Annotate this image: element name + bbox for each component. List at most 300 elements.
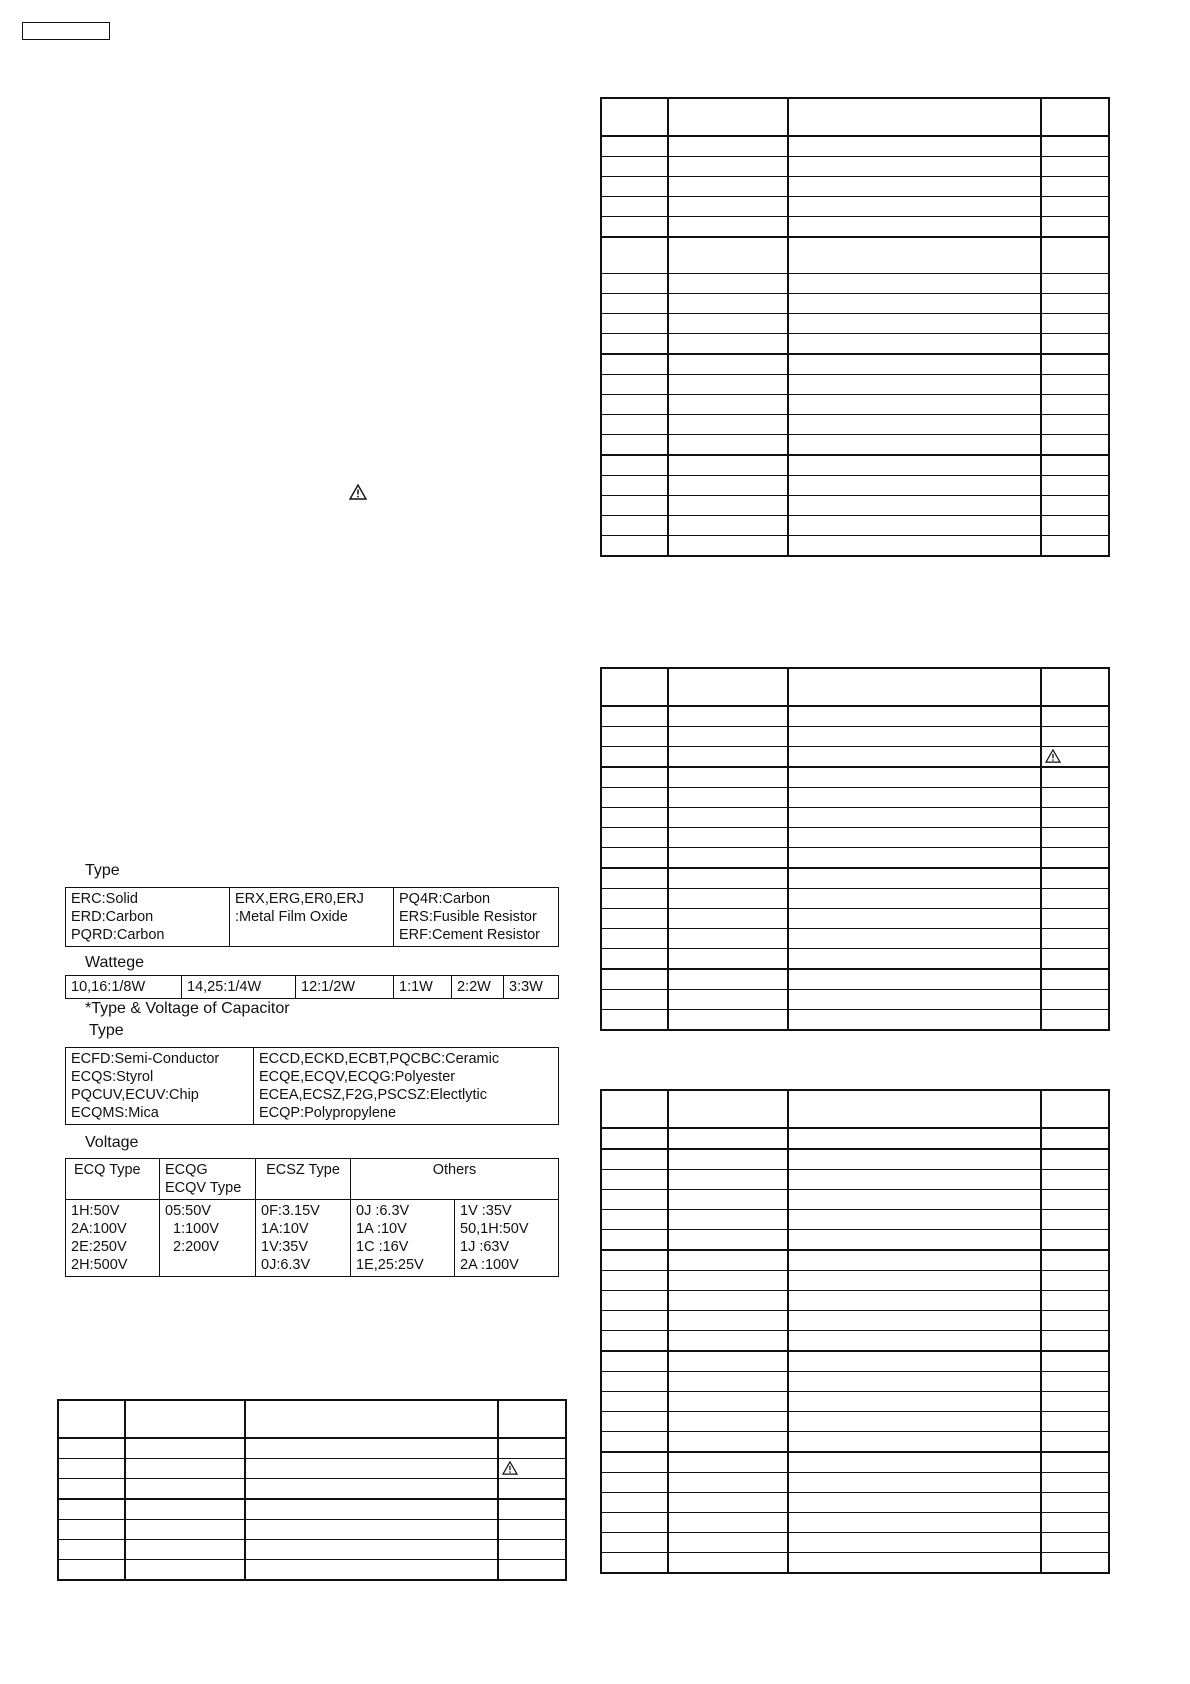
legend-text: 50,1H:50V <box>460 1221 529 1237</box>
grid-cell <box>668 1351 788 1372</box>
grid-cell <box>601 889 668 909</box>
grid-cell <box>788 1331 1041 1352</box>
grid-cell <box>58 1560 125 1581</box>
legend-text: ECQG <box>165 1162 208 1178</box>
wattage-cell: 12:1/2W <box>296 976 394 999</box>
grid-row <box>601 516 1109 536</box>
grid-cell <box>601 415 668 435</box>
grid-cell <box>1041 1432 1109 1453</box>
grid-cell <box>601 237 668 274</box>
legend-text: 1E,25:25V <box>356 1257 424 1273</box>
grid-cell <box>788 354 1041 375</box>
grid-cell <box>788 1250 1041 1271</box>
grid-cell <box>601 496 668 516</box>
grid-cell <box>788 990 1041 1010</box>
grid-cell <box>668 1392 788 1412</box>
grid-cell <box>788 788 1041 808</box>
parts-list-grid-top-right <box>600 97 1110 557</box>
grid-cell <box>601 1493 668 1513</box>
grid-cell <box>788 536 1041 557</box>
grid-cell <box>601 788 668 808</box>
grid-cell <box>1041 990 1109 1010</box>
grid-cell <box>601 1412 668 1432</box>
voltage-cell <box>455 1200 559 1277</box>
grid-row <box>601 1291 1109 1311</box>
grid-cell <box>668 1473 788 1493</box>
grid-cell <box>601 1452 668 1473</box>
grid-cell <box>668 1210 788 1230</box>
grid-cell <box>788 969 1041 990</box>
grid-cell <box>125 1499 245 1520</box>
grid-cell <box>1041 177 1109 197</box>
grid-cell <box>668 1149 788 1170</box>
grid-row <box>601 848 1109 869</box>
grid-cell <box>668 314 788 334</box>
grid-cell <box>58 1520 125 1540</box>
grid-cell <box>601 848 668 869</box>
grid-cell <box>498 1479 566 1500</box>
legend-text: 2:200V <box>173 1239 219 1255</box>
grid-cell <box>125 1479 245 1500</box>
grid-cell <box>788 375 1041 395</box>
grid-cell <box>1041 828 1109 848</box>
grid-cell <box>601 334 668 355</box>
voltage-cell <box>66 1200 160 1277</box>
grid-row <box>601 496 1109 516</box>
legend-text: 2A:100V <box>71 1221 127 1237</box>
grid-cell <box>601 1250 668 1271</box>
grid-row <box>601 1170 1109 1190</box>
grid-cell <box>601 1170 668 1190</box>
resistor-type-table <box>65 887 559 947</box>
grid-row <box>601 727 1109 747</box>
grid-cell <box>788 848 1041 869</box>
legend-text: ECCD,ECKD,ECBT,PQCBC:Ceramic <box>259 1051 500 1067</box>
grid-cell <box>1041 516 1109 536</box>
grid-cell <box>1041 1513 1109 1533</box>
grid-cell <box>601 969 668 990</box>
grid-cell <box>668 668 788 706</box>
resistor-type-label: Type <box>85 862 120 879</box>
grid-cell <box>601 294 668 314</box>
grid-row <box>601 1010 1109 1031</box>
grid-cell <box>1041 314 1109 334</box>
grid-cell <box>601 929 668 949</box>
grid-cell <box>668 1170 788 1190</box>
grid-row <box>601 476 1109 496</box>
grid-cell <box>125 1540 245 1560</box>
voltage-header-cell: ECSZ Type <box>256 1159 351 1200</box>
grid-cell <box>601 767 668 788</box>
legend-text: 1V:35V <box>261 1239 309 1255</box>
grid-cell <box>601 217 668 238</box>
grid-cell <box>668 1271 788 1291</box>
legend-text: ERS:Fusible Resistor <box>399 909 537 925</box>
grid-cell <box>1041 1311 1109 1331</box>
grid-cell <box>245 1499 498 1520</box>
legend-text: PQRD:Carbon <box>71 927 165 943</box>
legend-text: ECQS:Styrol <box>71 1069 154 1085</box>
grid-row <box>58 1560 566 1581</box>
grid-cell <box>788 1513 1041 1533</box>
grid-cell <box>498 1540 566 1560</box>
grid-cell <box>601 354 668 375</box>
grid-cell <box>668 98 788 136</box>
grid-cell <box>1041 767 1109 788</box>
grid-cell <box>668 237 788 274</box>
grid-cell <box>788 516 1041 536</box>
capacitor-type-label: Type <box>89 1022 124 1039</box>
grid-cell <box>58 1479 125 1500</box>
grid-row <box>601 217 1109 238</box>
grid-cell <box>601 668 668 706</box>
grid-cell <box>668 415 788 435</box>
grid-cell <box>601 1271 668 1291</box>
voltage-header-cell: ECQ Type <box>66 1159 160 1200</box>
grid-cell <box>601 435 668 456</box>
grid-cell <box>788 334 1041 355</box>
grid-cell <box>788 395 1041 415</box>
legend-text: PQCUV,ECUV:Chip <box>71 1087 199 1103</box>
grid-cell <box>601 1010 668 1031</box>
grid-cell <box>668 909 788 929</box>
grid-cell <box>601 1372 668 1392</box>
wattage-cell: 2:2W <box>452 976 504 999</box>
grid-row <box>601 1553 1109 1574</box>
grid-cell <box>1041 1271 1109 1291</box>
legend-text: 0J:6.3V <box>261 1257 311 1273</box>
grid-cell <box>668 435 788 456</box>
grid-cell <box>601 909 668 929</box>
grid-cell <box>601 395 668 415</box>
grid-cell <box>1041 435 1109 456</box>
parts-list-grid-middle-right <box>600 667 1110 1031</box>
grid-cell <box>1041 334 1109 355</box>
grid-cell <box>788 828 1041 848</box>
grid-cell <box>668 1533 788 1553</box>
legend-text: 1A :10V <box>356 1221 407 1237</box>
wattage-cell: 14,25:1/4W <box>182 976 296 999</box>
grid-cell <box>1041 237 1109 274</box>
grid-cell <box>788 294 1041 314</box>
grid-cell <box>668 868 788 889</box>
grid-row <box>601 354 1109 375</box>
grid-row <box>601 1351 1109 1372</box>
grid-cell <box>1041 395 1109 415</box>
grid-cell <box>788 1533 1041 1553</box>
grid-cell <box>601 1190 668 1210</box>
grid-cell <box>788 157 1041 177</box>
legend-text: 2E:250V <box>71 1239 127 1255</box>
capacitor-type-cell <box>254 1048 559 1125</box>
grid-cell <box>788 1372 1041 1392</box>
grid-cell <box>668 929 788 949</box>
grid-row <box>601 767 1109 788</box>
grid-cell <box>601 1351 668 1372</box>
grid-header-row <box>601 1090 1109 1128</box>
grid-cell <box>245 1540 498 1560</box>
grid-cell <box>601 1149 668 1170</box>
grid-cell <box>668 536 788 557</box>
grid-cell <box>668 727 788 747</box>
grid-cell <box>601 1210 668 1230</box>
grid-cell <box>668 747 788 768</box>
grid-row <box>601 1412 1109 1432</box>
grid-cell <box>788 1493 1041 1513</box>
grid-cell <box>668 197 788 217</box>
legend-text: ECQE,ECQV,ECQG:Polyester <box>259 1069 456 1085</box>
grid-cell <box>788 889 1041 909</box>
legend-text: ERC:Solid <box>71 891 138 907</box>
grid-row <box>601 1271 1109 1291</box>
grid-row <box>601 294 1109 314</box>
grid-cell <box>788 455 1041 476</box>
grid-row <box>601 1432 1109 1453</box>
grid-cell <box>1041 1351 1109 1372</box>
grid-cell <box>125 1520 245 1540</box>
grid-cell <box>668 1190 788 1210</box>
grid-row <box>601 1392 1109 1412</box>
grid-row <box>601 1210 1109 1230</box>
grid-row <box>601 706 1109 727</box>
grid-row <box>601 828 1109 848</box>
grid-row <box>601 237 1109 274</box>
grid-cell <box>245 1479 498 1500</box>
grid-cell <box>1041 197 1109 217</box>
grid-cell <box>1041 1452 1109 1473</box>
resistor-type-cell <box>394 888 559 947</box>
grid-row <box>601 1250 1109 1271</box>
grid-cell <box>1041 1190 1109 1210</box>
legend-text: ERX,ERG,ER0,ERJ <box>235 891 364 907</box>
grid-cell <box>668 496 788 516</box>
grid-cell <box>601 536 668 557</box>
grid-row <box>601 909 1109 929</box>
legend-text: ECQMS:Mica <box>71 1105 159 1121</box>
grid-row <box>601 1452 1109 1473</box>
grid-cell <box>1041 949 1109 970</box>
grid-cell <box>788 217 1041 238</box>
grid-row <box>601 1473 1109 1493</box>
grid-cell <box>601 455 668 476</box>
grid-cell <box>788 1311 1041 1331</box>
grid-cell <box>1041 1010 1109 1031</box>
grid-cell <box>601 1473 668 1493</box>
warning-triangle-icon <box>349 484 367 500</box>
grid-cell <box>788 197 1041 217</box>
grid-row <box>601 1331 1109 1352</box>
grid-row <box>58 1459 566 1479</box>
grid-row <box>601 1149 1109 1170</box>
grid-row <box>601 536 1109 557</box>
grid-cell <box>1041 217 1109 238</box>
grid-cell <box>1041 668 1109 706</box>
grid-cell <box>1041 157 1109 177</box>
legend-text: 0J :6.3V <box>356 1203 410 1219</box>
grid-cell <box>788 237 1041 274</box>
grid-row <box>601 274 1109 294</box>
grid-cell <box>1041 909 1109 929</box>
grid-cell <box>601 990 668 1010</box>
grid-cell <box>788 98 1041 136</box>
grid-cell <box>788 949 1041 970</box>
grid-cell <box>125 1400 245 1438</box>
grid-cell <box>125 1438 245 1459</box>
grid-cell <box>601 476 668 496</box>
grid-cell <box>668 354 788 375</box>
grid-cell <box>788 808 1041 828</box>
grid-cell <box>58 1459 125 1479</box>
legend-text: 1C :16V <box>356 1239 409 1255</box>
grid-cell <box>1041 1533 1109 1553</box>
grid-row <box>601 1311 1109 1331</box>
grid-cell <box>668 969 788 990</box>
grid-cell <box>668 1553 788 1574</box>
legend-text: 2H:500V <box>71 1257 128 1273</box>
legend-text: 1A:10V <box>261 1221 309 1237</box>
legend-text: 1J :63V <box>460 1239 510 1255</box>
grid-cell <box>788 767 1041 788</box>
grid-cell <box>668 706 788 727</box>
grid-cell <box>1041 1553 1109 1574</box>
grid-cell <box>668 274 788 294</box>
wattage-table <box>65 975 559 999</box>
grid-cell <box>498 1438 566 1459</box>
grid-cell <box>788 727 1041 747</box>
legend-text: 1H:50V <box>71 1203 120 1219</box>
grid-cell <box>498 1400 566 1438</box>
grid-cell <box>601 868 668 889</box>
grid-cell <box>668 1452 788 1473</box>
grid-cell <box>1041 1170 1109 1190</box>
grid-row <box>58 1479 566 1500</box>
voltage-table <box>65 1158 559 1277</box>
grid-cell <box>788 1271 1041 1291</box>
grid-row <box>601 788 1109 808</box>
grid-cell <box>668 476 788 496</box>
grid-cell <box>125 1560 245 1581</box>
grid-cell <box>788 1412 1041 1432</box>
grid-cell <box>668 157 788 177</box>
grid-row <box>601 949 1109 970</box>
grid-cell <box>1041 1331 1109 1352</box>
grid-cell <box>668 848 788 869</box>
grid-row <box>58 1540 566 1560</box>
grid-cell <box>601 98 668 136</box>
grid-cell <box>668 516 788 536</box>
grid-cell <box>1041 496 1109 516</box>
grid-row <box>601 136 1109 157</box>
grid-row <box>601 435 1109 456</box>
grid-cell <box>668 1331 788 1352</box>
grid-cell <box>1041 889 1109 909</box>
grid-cell <box>1041 1493 1109 1513</box>
grid-cell <box>498 1499 566 1520</box>
grid-cell <box>1041 415 1109 435</box>
warning-triangle-icon <box>502 1461 518 1475</box>
grid-row <box>58 1438 566 1459</box>
grid-cell <box>788 435 1041 456</box>
grid-cell <box>788 1351 1041 1372</box>
legend-text: 05:50V <box>165 1203 211 1219</box>
grid-row <box>58 1499 566 1520</box>
grid-cell <box>668 395 788 415</box>
grid-cell <box>788 1291 1041 1311</box>
grid-cell <box>1041 1473 1109 1493</box>
grid-cell <box>1041 1250 1109 1271</box>
grid-cell <box>1041 1128 1109 1149</box>
grid-row <box>601 314 1109 334</box>
legend-text: :Metal Film Oxide <box>235 909 348 925</box>
grid-cell <box>788 274 1041 294</box>
grid-cell <box>601 314 668 334</box>
parts-list-grid-bottom-right <box>600 1089 1110 1574</box>
grid-cell <box>601 1331 668 1352</box>
capacitor-heading: *Type & Voltage of Capacitor <box>85 1000 290 1017</box>
grid-cell <box>788 1170 1041 1190</box>
grid-cell <box>668 1372 788 1392</box>
voltage-cell <box>256 1200 351 1277</box>
grid-cell <box>1041 1372 1109 1392</box>
grid-cell <box>788 476 1041 496</box>
grid-cell <box>1041 294 1109 314</box>
grid-cell <box>1041 848 1109 869</box>
grid-cell <box>498 1520 566 1540</box>
wattage-label: Wattege <box>85 954 144 971</box>
grid-cell <box>1041 274 1109 294</box>
legend-text: PQ4R:Carbon <box>399 891 491 907</box>
grid-cell <box>58 1438 125 1459</box>
grid-cell <box>601 375 668 395</box>
grid-cell <box>1041 1230 1109 1251</box>
grid-cell <box>601 1513 668 1533</box>
grid-cell <box>788 868 1041 889</box>
wattage-cell: 10,16:1/8W <box>66 976 182 999</box>
grid-cell <box>668 1412 788 1432</box>
grid-cell <box>1041 969 1109 990</box>
grid-cell <box>601 1392 668 1412</box>
grid-cell <box>668 1311 788 1331</box>
grid-cell <box>1041 747 1109 768</box>
grid-cell <box>601 197 668 217</box>
legend-text: ECQP:Polypropylene <box>259 1105 397 1121</box>
legend-text: 1:100V <box>173 1221 219 1237</box>
grid-row <box>601 868 1109 889</box>
grid-cell <box>788 496 1041 516</box>
grid-row <box>601 1513 1109 1533</box>
grid-cell <box>788 1210 1041 1230</box>
grid-cell <box>601 1230 668 1251</box>
grid-row <box>601 197 1109 217</box>
grid-cell <box>601 136 668 157</box>
grid-cell <box>668 136 788 157</box>
grid-cell <box>788 1190 1041 1210</box>
grid-cell <box>668 1090 788 1128</box>
grid-cell <box>1041 706 1109 727</box>
grid-cell <box>601 274 668 294</box>
grid-cell <box>1041 354 1109 375</box>
grid-cell <box>788 909 1041 929</box>
legend-text: 2A :100V <box>460 1257 519 1273</box>
grid-cell <box>668 767 788 788</box>
grid-row <box>601 990 1109 1010</box>
grid-cell <box>1041 98 1109 136</box>
grid-cell <box>788 1432 1041 1453</box>
grid-cell <box>668 788 788 808</box>
grid-header-row <box>58 1400 566 1438</box>
grid-cell <box>788 929 1041 949</box>
grid-cell <box>1041 929 1109 949</box>
